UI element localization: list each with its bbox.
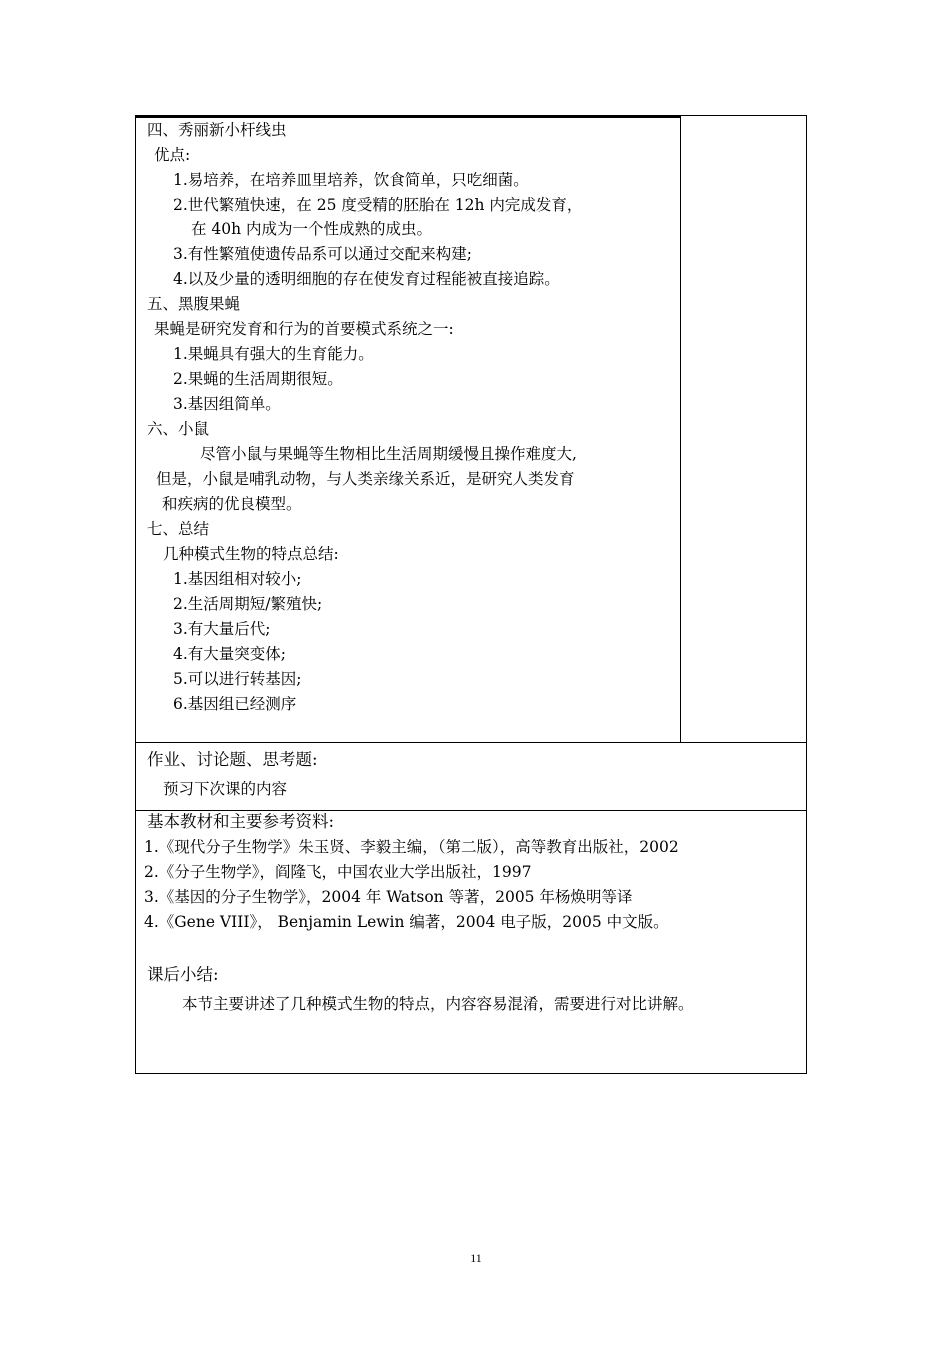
reference-item: 4.《Gene VIII》， Benjamin Lewin 编著，2004 电子版，2005 中文版。 — [144, 913, 669, 931]
paragraph: 但是，小鼠是哺乳动物，与人类亲缘关系近，是研究人类发育 — [156, 470, 575, 488]
list-item: 6.基因组已经测序 — [173, 695, 297, 713]
homework-content: 预习下次课的内容 — [163, 780, 288, 798]
list-item: 1.果蝇具有强大的生育能力。 — [173, 345, 374, 363]
paragraph: 几种模式生物的特点总结: — [163, 545, 339, 563]
homework-row — [136, 743, 806, 811]
section-heading-summary: 七、总结 — [147, 520, 210, 538]
paragraph: 和疾病的优良模型。 — [162, 495, 302, 513]
list-item: 2.世代繁殖快速，在 25 度受精的胚胎在 12h 内完成发育， — [173, 196, 583, 214]
reference-item: 3.《基因的分子生物学》，2004 年 Watson 等著，2005 年杨焕明等译 — [144, 888, 633, 906]
list-item: 5.可以进行转基因; — [173, 670, 302, 688]
section-heading-fruitfly: 五、黑腹果蝇 — [147, 295, 241, 313]
lesson-plan-table — [135, 115, 807, 1074]
reference-item: 1.《现代分子生物学》朱玉贤、李毅主编，（第二版），高等教育出版社，2002 — [144, 838, 679, 856]
content-cell — [136, 116, 681, 742]
list-item-continuation: 在 40h 内成为一个性成熟的成虫。 — [191, 220, 433, 238]
page-number: 11 — [470, 1251, 482, 1265]
list-item: 1.易培养，在培养皿里培养，饮食简单，只吃细菌。 — [173, 171, 529, 189]
list-item: 2.生活周期短/繁殖快; — [173, 595, 323, 613]
summary-content: 本节主要讲述了几种模式生物的特点，内容容易混淆，需要进行对比讲解。 — [182, 995, 694, 1013]
content-row — [136, 116, 806, 743]
reference-item: 2.《分子生物学》，阎隆飞，中国农业大学出版社，1997 — [144, 863, 532, 881]
section-heading-mouse: 六、小鼠 — [147, 420, 210, 438]
advantages-label: 优点: — [154, 146, 191, 164]
notes-cell — [681, 116, 806, 742]
summary-title: 课后小结: — [147, 965, 219, 984]
references-title: 基本教材和主要参考资料: — [147, 812, 335, 831]
paragraph: 果蝇是研究发育和行为的首要模式系统之一: — [154, 320, 454, 338]
list-item: 1.基因组相对较小; — [173, 570, 302, 588]
references-row — [136, 811, 806, 1073]
homework-title: 作业、讨论题、思考题: — [147, 750, 318, 769]
paragraph: 尽管小鼠与果蝇等生物相比生活周期缓慢且操作难度大, — [200, 445, 577, 463]
list-item: 4.有大量突变体; — [173, 645, 287, 663]
list-item: 3.有大量后代; — [173, 620, 271, 638]
list-item: 3.有性繁殖使遗传品系可以通过交配来构建; — [173, 245, 473, 263]
list-item: 2.果蝇的生活周期很短。 — [173, 370, 343, 388]
list-item: 4.以及少量的透明细胞的存在使发育过程能被直接追踪。 — [173, 270, 560, 288]
section-heading-nematode: 四、秀丽新小杆线虫 — [147, 121, 287, 139]
list-item: 3.基因组简单。 — [173, 395, 281, 413]
